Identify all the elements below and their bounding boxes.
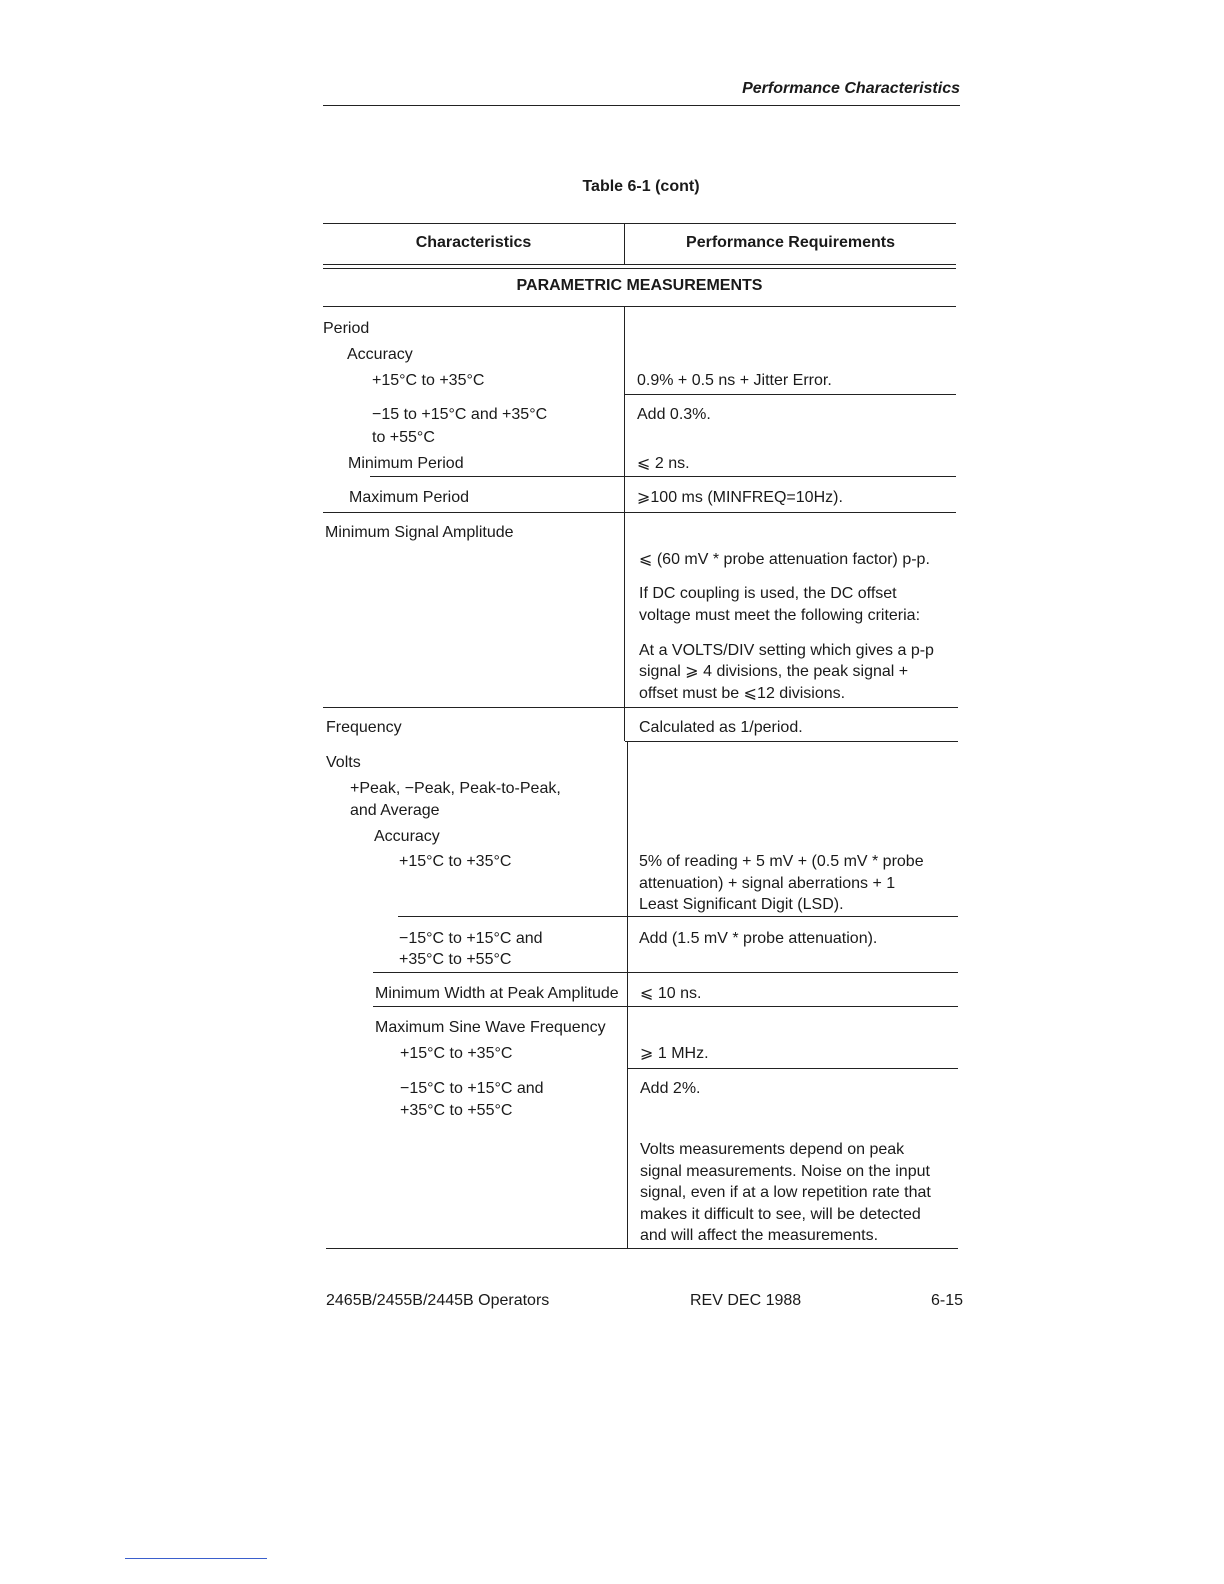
row-value: attenuation) + signal aberrations + 1 [639, 875, 896, 892]
section-rule [323, 306, 956, 307]
row-label: +15°C to +35°C [400, 1045, 513, 1062]
row-value: offset must be ⩽12 divisions. [639, 685, 846, 702]
row-value: Add (1.5 mV * probe attenuation). [639, 930, 878, 947]
row-label: +15°C to +35°C [399, 853, 512, 870]
header-double-rule-2 [323, 268, 956, 269]
row-rule [373, 972, 958, 973]
row-value: Add 0.3%. [637, 406, 711, 423]
note-text: makes it difficult to see, will be detected [640, 1206, 921, 1223]
note-text: and will affect the measurements. [640, 1227, 879, 1244]
row-value: ⩾ 1 MHz. [640, 1045, 709, 1062]
row-label: +15°C to +35°C [372, 372, 485, 389]
row-rule [323, 512, 956, 513]
row-label: Volts [326, 754, 361, 771]
row-value: If DC coupling is used, the DC offset [639, 585, 897, 602]
column-divider-upper [624, 307, 625, 741]
row-label: −15°C to +15°C and [399, 930, 543, 947]
footer-revision: REV DEC 1988 [690, 1292, 802, 1309]
row-label: +35°C to +55°C [399, 951, 512, 968]
row-label: −15°C to +15°C and [400, 1080, 544, 1097]
row-value: ⩾100 ms (MINFREQ=10Hz). [637, 489, 843, 506]
note-text: signal measurements. Noise on the input [640, 1163, 930, 1180]
row-label: and Average [350, 802, 440, 819]
row-value: Add 2%. [640, 1080, 701, 1097]
row-label: Accuracy [347, 346, 413, 363]
row-rule [370, 476, 956, 477]
row-value: 0.9% + 0.5 ns + Jitter Error. [637, 372, 832, 389]
row-label: Minimum Width at Peak Amplitude [375, 985, 619, 1002]
note-text: signal, even if at a low repetition rate that [640, 1184, 931, 1201]
row-label: +35°C to +55°C [400, 1102, 513, 1119]
bottom-blue-rule [125, 1558, 267, 1559]
row-value: At a VOLTS/DIV setting which gives a p-p [639, 642, 934, 659]
row-rule [323, 707, 958, 708]
row-label: Maximum Sine Wave Frequency [375, 1019, 606, 1036]
row-label: Period [323, 320, 370, 337]
note-text: Volts measurements depend on peak [640, 1141, 905, 1158]
section-header: PARAMETRIC MEASUREMENTS [516, 277, 763, 294]
column-divider-lower [627, 742, 628, 1248]
row-label: Accuracy [374, 828, 440, 845]
row-rule [625, 394, 956, 395]
row-label: Minimum Period [348, 455, 464, 472]
row-value: Least Significant Digit (LSD). [639, 896, 844, 913]
section-title: Performance Characteristics [742, 80, 960, 97]
page-number: 6-15 [930, 1292, 963, 1309]
table-top-rule [323, 223, 956, 224]
row-value: ⩽ 2 ns. [637, 455, 690, 472]
row-value: Calculated as 1/period. [639, 719, 803, 736]
row-label: Frequency [326, 719, 402, 736]
row-value: ⩽ (60 mV * probe attenuation factor) p-p. [639, 551, 930, 568]
column-header-requirements: Performance Requirements [686, 234, 895, 251]
table-title: Table 6-1 (cont) [582, 178, 700, 195]
row-value: ⩽ 10 ns. [640, 985, 702, 1002]
row-rule [398, 916, 958, 917]
row-value: voltage must meet the following criteria: [639, 607, 921, 624]
row-label: to +55°C [372, 429, 435, 446]
header-rule [323, 105, 960, 106]
row-rule [628, 1068, 958, 1069]
row-label: Maximum Period [349, 489, 470, 506]
row-rule [373, 1006, 958, 1007]
footer-manual: 2465B/2455B/2445B Operators [326, 1292, 550, 1309]
table-bottom-rule [326, 1248, 958, 1249]
row-label: Minimum Signal Amplitude [325, 524, 514, 541]
row-label: −15 to +15°C and +35°C [372, 406, 548, 423]
row-value: signal ⩾ 4 divisions, the peak signal + [639, 663, 909, 680]
row-label: +Peak, −Peak, Peak-to-Peak, [350, 780, 561, 797]
header-double-rule-1 [323, 264, 956, 265]
row-rule [625, 741, 958, 742]
row-value: 5% of reading + 5 mV + (0.5 mV * probe [639, 853, 924, 870]
column-header-characteristics: Characteristics [415, 234, 532, 251]
